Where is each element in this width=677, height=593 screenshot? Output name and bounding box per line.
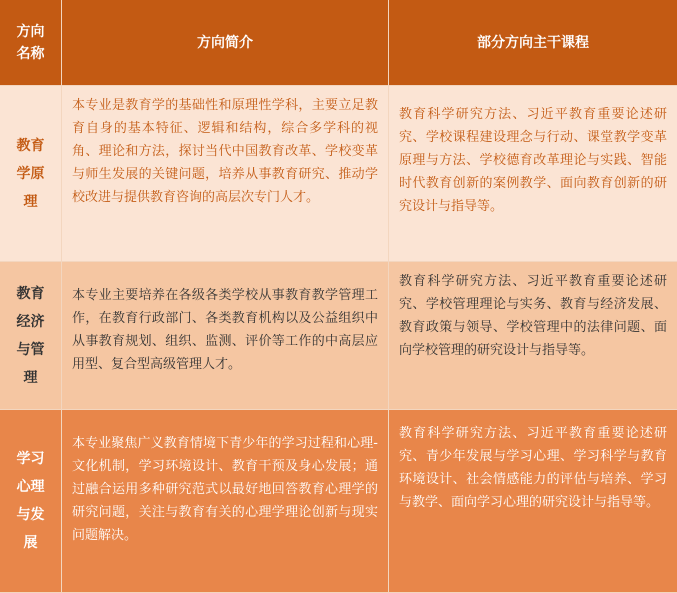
row-name-1: [0, 86, 62, 262]
row-name-1-text: 教育学原理: [16, 137, 45, 210]
row-courses-2: 教育科学研究方法、习近平教育重要论述研究、学校管理理论与实务、教育与经济发展、教育政策与领导、学校管理中的法律问题、面向学校管理的研究设计与指导等。: [389, 262, 677, 410]
row-name-2: [0, 262, 62, 410]
header-name-text: 方向名称: [16, 23, 45, 62]
header-intro: 方向简介: [62, 0, 389, 86]
row-name-2-text: 教育经济与管理: [16, 285, 45, 386]
row-name-3-text: 学习心理与发展: [16, 451, 45, 551]
row-intro-1: 本专业是教育学的基础性和原理性学科，主要立足教育自身的基本特征、逻辑和结构，综合多学科的视角、理论和方法，探讨当代中国教育改革、学校变革与师生发展的关键问题，培养从事教育研究、推动学校改进与提供教育咨询的高层次专门人才。: [62, 86, 389, 262]
header-courses: 部分方向主干课程: [389, 0, 677, 86]
row-name-3: [0, 410, 62, 593]
row-intro-2: 本专业主要培养在各级各类学校从事教育教学管理工作，在教育行政部门、各类教育机构以及公益组织中从事教育规划、组织、监测、评价等工作的中高层应用型、复合型高级管理人才。: [62, 262, 389, 410]
row-courses-1: 教育科学研究方法、习近平教育重要论述研究、学校课程建设理念与行动、课堂教学变革原理与方法、学校德育改革理论与实践、智能时代教育创新的案例教学、面向教育创新的研究设计与指导等。: [389, 86, 677, 262]
header-name: [0, 0, 62, 86]
row-courses-3: 教育科学研究方法、习近平教育重要论述研究、青少年发展与学习心理、学习科学与教育环境设计、社会情感能力的评估与培养、学习与教学、面向学习心理的研究设计与指导等。: [389, 410, 677, 593]
row-intro-3: 本专业聚焦广义教育情境下青少年的学习过程和心理-文化机制，学习环境设计、教育干预及身心发展；通过融合运用多种研究范式以最好地回答教育心理学的研究问题，关注与教育有关的心理学理论创新与现实问题解决。: [62, 410, 389, 593]
